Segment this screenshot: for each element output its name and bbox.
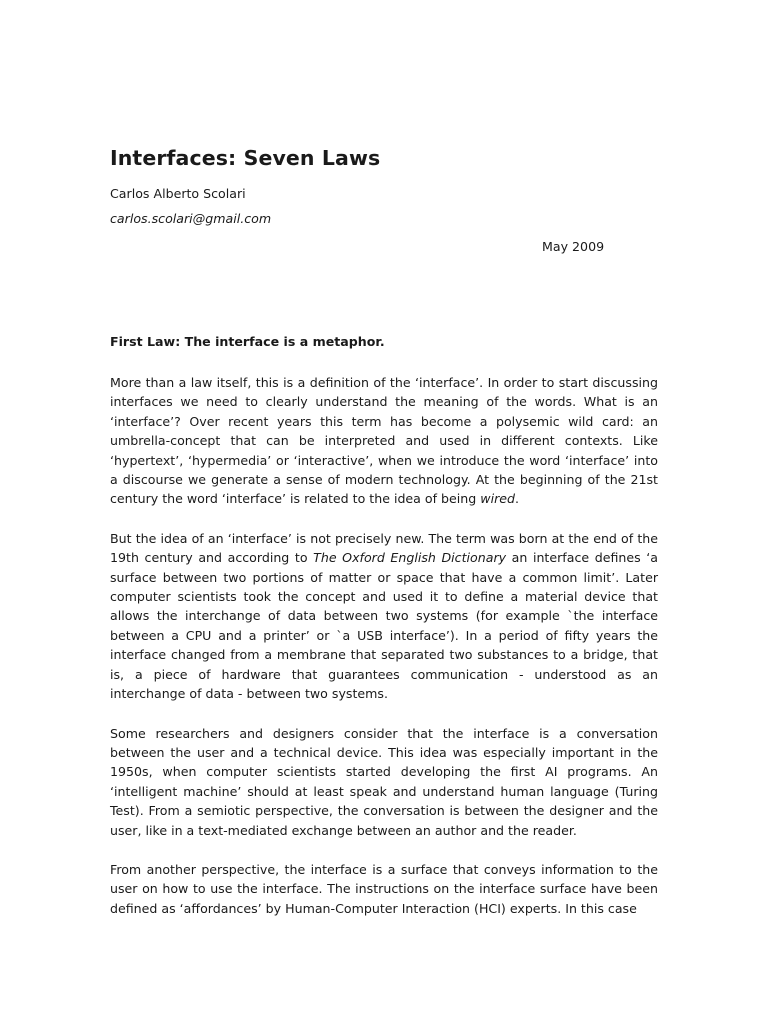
- paragraph-1-text: More than a law itself, this is a definition of the ‘interface’. In order to start discussing interfaces we need to clearly understand the meaning of the words. What is an ‘interface’? Over recent years this term has become a polysemic wild card: an umbrella-concept that can be interpreted and used in different contexts. Like ‘hypertext’, ‘hypermedia’ or ‘interactive’, when we introduce the word ‘interface’ into a discourse we generate a sense of modern technology. At the beginning of the 21st century the word ‘interface’ is related to the idea of being: [110, 375, 658, 507]
- body-text: [110, 373, 658, 918]
- emphasis-oxford-dictionary: The Oxford English Dictionary: [313, 550, 507, 566]
- paragraph-2-rest: an interface defines ‘a surface between two portions of matter or space that have a common limit’. Later computer scientists took the concept and used it to define a material device that allows the interchange of data between two systems (for example `the interface between a CPU and a printer’ or `a USB interface’). In a period of fifty years the interface changed from a membrane that separated two substances to a bridge, that is, a piece of hardware that guarantees communication - understood as an interchange of data - between two systems.: [110, 550, 658, 702]
- paragraph-4: From another perspective, the interface is a surface that conveys information to the user on how to use the interface. The instructions on the interface surface have been defined as ‘affordances’ by Human-Computer Interaction (HCI) experts. In this case: [110, 861, 658, 916]
- section-heading: First Law: The interface is a metaphor.: [110, 334, 385, 349]
- paragraph-3: Some researchers and designers consider that the interface is a conversation between the user and a technical device. This idea was especially important in the 1950s, when computer scientists started developing the first AI programs. An ‘intelligent machine’ should at least speak and understand human language (Turing Test). From a semiotic perspective, the conversation is between the designer and the user, like in a text-mediated exchange between an author and the reader.: [110, 725, 658, 838]
- document-date: May 2009: [542, 239, 605, 254]
- emphasis-wired: wired: [480, 491, 516, 507]
- paragraph-1: [110, 373, 658, 509]
- author-name: Carlos Alberto Scolari: [110, 186, 246, 201]
- paragraph-1-end: .: [515, 491, 520, 507]
- paragraph-2: [110, 529, 658, 704]
- paragraph-2-text: But the idea of an ‘interface’ is not precisely new. The term was born at the end of the 19th century and according to: [110, 530, 658, 566]
- author-email: carlos.scolari@gmail.com: [110, 211, 272, 226]
- document-title: Interfaces: Seven Laws: [110, 146, 381, 170]
